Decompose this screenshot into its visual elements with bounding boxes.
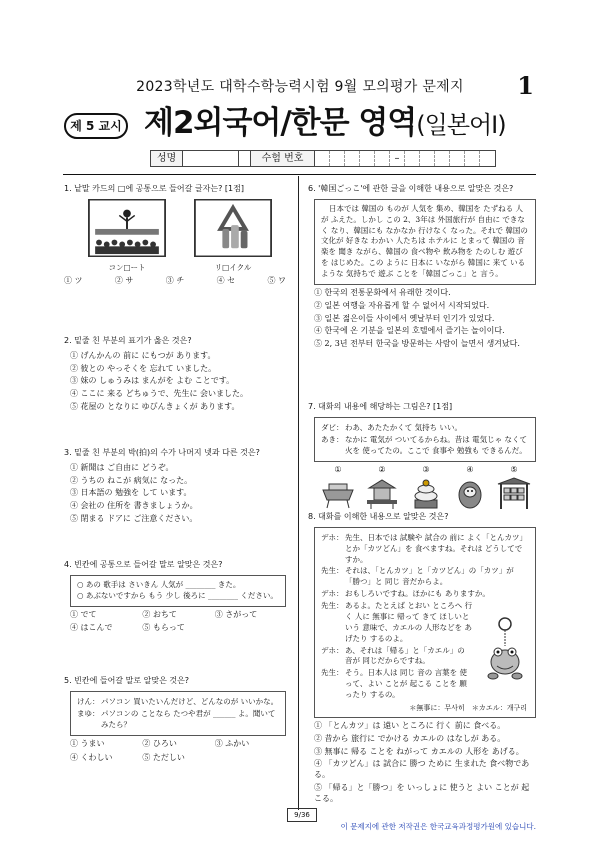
picture-choices xyxy=(316,465,536,514)
passage-box: 日本では 韓国の ものが 人気を 集め、韓国を たずねる 人が ふえた。しかし この 2、3年は 外国旅行が 自由に できなく なり、韓国にも なかなか 行けなく なった。それで 韓国の 文化が 好きな わかい 人たちは ホテルに とまって 韓国の 音楽を 聞き ながら、韓国の 食べ物や 飲み物を たのしむ 遊びを はじめた。この ように 日本に いながら 韓国に 来て いるような 気持ちで 遊ぶ ことを「韓国ごっこ」と 言う。 xyxy=(314,199,536,285)
id-cell[interactable] xyxy=(480,151,495,166)
option[interactable]: ② ひろい xyxy=(142,739,177,749)
picture-option[interactable]: ④ xyxy=(451,465,489,514)
option[interactable]: ① 「とんカツ」は 遠い ところに 行く 前に 食べる。 xyxy=(314,721,506,731)
vocabulary-note: ＊無事に：무사히 ＊カエル：개구리 xyxy=(409,703,527,712)
option[interactable]: ② 彼との やっそくを 忘れて いました。 xyxy=(70,363,217,373)
option[interactable]: ④ 会社の 住所を 書きましょうか。 xyxy=(70,501,198,511)
question-title: 7. 대화의 내용에 해당하는 그림은? [1점] xyxy=(308,402,453,411)
option[interactable]: ③ 日本語の 勉強を して います。 xyxy=(70,488,192,498)
picture-option[interactable]: ② xyxy=(363,465,401,514)
question-8 xyxy=(308,512,536,807)
option[interactable]: ⑤ 2, 3년 전부터 한국을 방문하는 사람이 늘면서 생겨났다. xyxy=(314,339,520,349)
header-divider xyxy=(63,174,536,175)
exam-title: 2023학년도 대학수학능력시험 9월 모의평가 문제지 xyxy=(136,79,464,95)
option[interactable]: ① うまい xyxy=(70,739,105,749)
option[interactable]: ⑤ ワ xyxy=(267,275,286,285)
question-title: 5. 빈칸에 들어갈 말로 알맞은 것은? xyxy=(64,676,190,685)
option[interactable]: ④ はこんで xyxy=(70,623,113,633)
dialog-box: ダビ： わあ、あたたかくて 気持ち いい。 あき： なかに 電気が ついてるからね。昔は 電気じゃ なくて 火を 使ってたの。ここで 食事や 勉強も できるんだ。 xyxy=(314,417,536,463)
question-title: 1. 낱말 카드의 □에 공통으로 들어갈 글자는? [1점] xyxy=(64,184,244,193)
option[interactable]: ① 한국의 전통문화에서 유래한 것이다. xyxy=(314,287,451,297)
option[interactable]: ② 昔から 旅行に でかける カエルの はなしが ある。 xyxy=(314,733,506,743)
option[interactable]: ④ 한국에 온 기분을 일본의 호텔에서 즐기는 놀이이다. xyxy=(314,326,505,336)
option[interactable]: ③ ふかい xyxy=(214,739,250,749)
page-number: 1 xyxy=(517,71,534,100)
option[interactable]: ⑤ 閉まる ドアに ご注意ください。 xyxy=(70,513,198,523)
option[interactable]: ② うちの ねこが 病気に なった。 xyxy=(70,475,193,485)
card-label: コン□ート xyxy=(108,262,146,272)
question-title: 3. 밑줄 친 부분의 박(拍)의 수가 나머지 넷과 다른 것은? xyxy=(64,448,260,457)
id-cell[interactable] xyxy=(375,151,390,166)
daruma-picture xyxy=(451,476,489,510)
id-cell[interactable] xyxy=(435,151,450,166)
name-label: 성명 xyxy=(151,151,183,166)
option[interactable]: ⑤ ただしい xyxy=(142,753,185,763)
option[interactable]: ④ ここに 来る どちゅうで、先生に 会いました。 xyxy=(70,389,249,399)
id-dash: – xyxy=(390,151,405,166)
frog-keychain-picture xyxy=(483,616,527,684)
period-badge: 제 5 교시 xyxy=(64,113,128,139)
question-2 xyxy=(64,336,286,415)
option[interactable]: ② 일본 여행을 자유롭게 할 수 없어서 시작되었다. xyxy=(314,300,490,310)
question-1 xyxy=(64,184,286,287)
option[interactable]: ③ チ xyxy=(165,275,185,285)
kagamimochi-picture xyxy=(407,476,445,510)
recycle-picture xyxy=(194,199,272,257)
dialog-box: けん： パソコン 買いたいんだけど、どんなのが いいかな。 まゆ： パソコンの ことなら たつや君が ______ よ。聞いて みたら？ xyxy=(70,691,286,737)
picture-option[interactable]: ③ xyxy=(407,465,445,514)
option[interactable]: ① げんかんの 前に にもつが あります。 xyxy=(70,350,216,360)
shrine-picture xyxy=(363,476,401,510)
question-6 xyxy=(308,184,536,352)
page-indicator: 9/36 xyxy=(287,808,317,822)
column-divider xyxy=(298,176,299,810)
id-cell[interactable] xyxy=(330,151,345,166)
option[interactable]: ① でて xyxy=(70,609,97,619)
option[interactable]: ② おちて xyxy=(142,609,177,619)
option[interactable]: ⑤ もらって xyxy=(142,623,185,633)
id-cell[interactable] xyxy=(420,151,435,166)
id-cell[interactable] xyxy=(450,151,465,166)
id-cell[interactable] xyxy=(315,151,330,166)
option[interactable]: ③ 無事に 帰る ことを ねがって カエルの 人形を あげる。 xyxy=(314,746,524,756)
question-3 xyxy=(64,448,286,527)
dialog-box: デホ： 先生、日本では 試験や 試合の 前に よく「とんカツ」とか「カツどん」を 食べますね。それは どうしてですか。 先生： それは、「とんカツ」と「カツどん」の「カツ」が「勝つ」と 同じ 音だからよ。 デホ： おもしろいですね。ほかにも ありますか。 先生： あるよ。たとえば とおい ところへ 行く 人に 無事に 帰って きて ほしいと いう 意味で、カエルの 人形などを あげたり するのよ。 デホ： あ、それは「帰る」と「カエル」の 音が 同じだからですね。 先生： そう。日本人は 同じ 音の 言葉を 使って、よい ことが 起こる ことを 願ったり するの。 ＊無事に：무사히 ＊カエル：개구리 xyxy=(314,527,536,718)
ema-rack-picture xyxy=(495,476,533,510)
question-4 xyxy=(64,560,286,634)
picture-option[interactable]: ⑤ xyxy=(495,465,533,514)
option[interactable]: ④ 「カツどん」は 試合に 勝つ ために 生まれた 食べ物である。 xyxy=(314,759,530,780)
picture-option[interactable]: ① xyxy=(319,465,357,514)
subject-sub: (일본어Ⅰ) xyxy=(416,111,506,139)
option[interactable]: ③ 妹の しゅうみは まんがを よむ ことです。 xyxy=(70,376,235,386)
option[interactable]: ③ 일본 젊은이들 사이에서 옛날부터 인기가 있었다. xyxy=(314,313,495,323)
card-label: リ□イクル xyxy=(214,262,252,272)
question-title: 4. 빈칸에 공통으로 들어갈 말로 알맞은 것은? xyxy=(64,560,223,569)
subject-title xyxy=(144,103,506,145)
id-cell[interactable] xyxy=(345,151,360,166)
question-title: 6. '韓国ごっこ'에 관한 글을 이해한 내용으로 알맞은 것은? xyxy=(308,184,514,193)
option[interactable]: ⑤ 花屋の となりに ゆびんきょくが あります。 xyxy=(70,401,240,411)
id-label: 수험 번호 xyxy=(251,151,315,166)
option[interactable]: ⑤ 「帰る」と「勝つ」を いっしょに 使うと よい ことが 起こる。 xyxy=(314,783,530,803)
concert-picture xyxy=(88,199,166,257)
question-7 xyxy=(308,402,536,514)
kotatsu-picture xyxy=(319,476,357,510)
option[interactable]: ① 新聞は ご自由に どうぞ。 xyxy=(70,462,174,472)
question-5 xyxy=(64,676,286,764)
example-box: ○ あの 歌手は さいきん 人気が ________ きた。 ○ あぶないですから もう 少し 後ろに ________ ください。 xyxy=(70,575,286,607)
id-cell[interactable] xyxy=(360,151,375,166)
question-title: 2. 밑줄 친 부분의 표기가 옳은 것은? xyxy=(64,336,192,345)
id-cell[interactable] xyxy=(405,151,420,166)
option[interactable]: ④ セ xyxy=(216,275,236,285)
subject-main: 제2외국어/한문 영역 xyxy=(144,105,417,141)
student-id-bar xyxy=(150,150,496,167)
option[interactable]: ④ くわしい xyxy=(70,753,113,763)
question-title: 8. 대화를 이해한 내용으로 알맞은 것은? xyxy=(308,512,449,521)
option[interactable]: ② サ xyxy=(114,275,134,285)
copyright-notice: 이 문제지에 관한 저작권은 한국교육과정평가원에 있습니다. xyxy=(340,822,536,831)
name-field[interactable] xyxy=(183,151,239,166)
option[interactable]: ① ツ xyxy=(64,275,83,285)
option[interactable]: ③ さがって xyxy=(214,609,258,619)
id-cell[interactable] xyxy=(465,151,480,166)
